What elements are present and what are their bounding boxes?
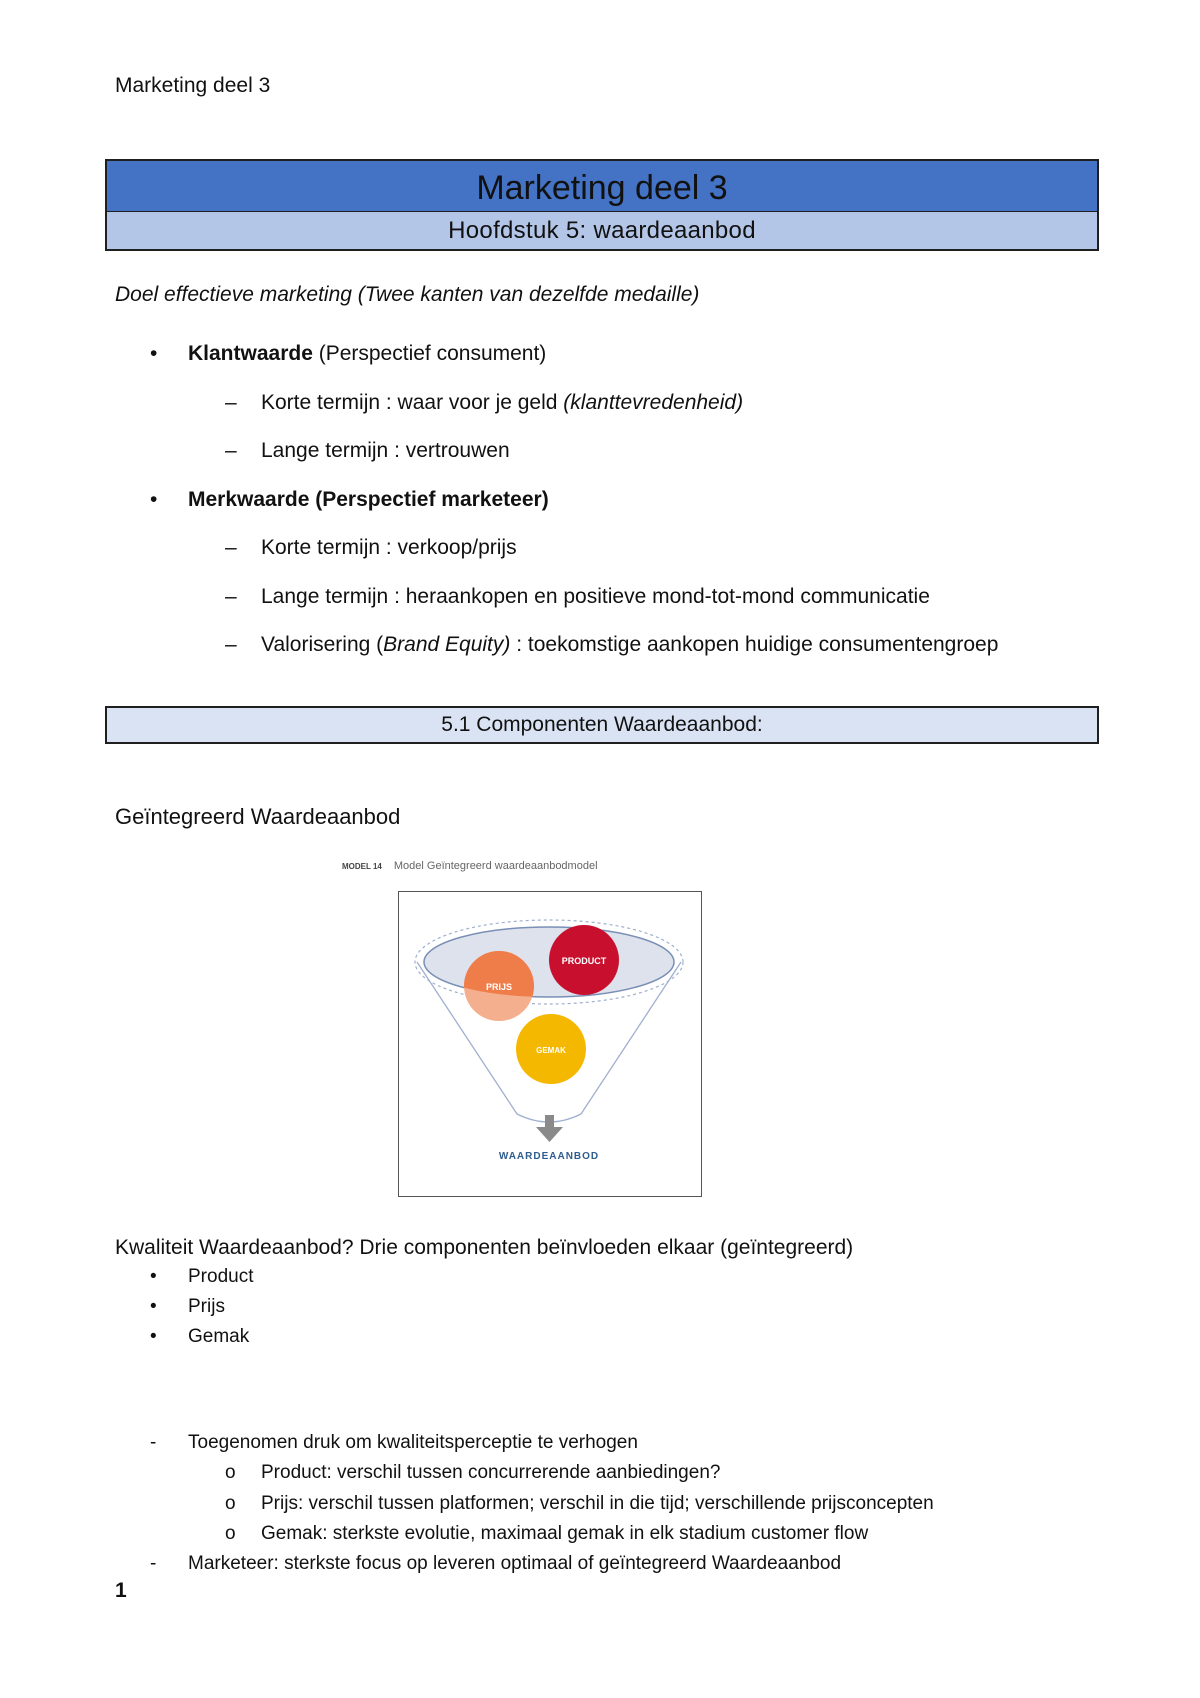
product-label: PRODUCT	[561, 956, 607, 966]
title-box	[105, 159, 1099, 251]
subitem-text: Korte termijn : waar voor je geld	[261, 391, 564, 414]
arrow-down-icon	[536, 1115, 563, 1142]
dash-icon: -	[150, 1432, 157, 1453]
funnel-diagram	[399, 892, 700, 1195]
value-proposition-figure	[398, 891, 702, 1197]
subitem-italic: Brand Equity)	[383, 633, 511, 656]
list-item-klantwaarde	[150, 342, 546, 366]
list-subitem	[225, 585, 930, 609]
dash-icon: –	[225, 536, 237, 559]
document-title: Marketing deel 3	[107, 161, 1097, 211]
gemak-label: GEMAK	[536, 1046, 566, 1055]
note-text: Toegenomen druk om kwaliteitsperceptie te verhogen	[188, 1432, 638, 1453]
subitem-text: Lange termijn : vertrouwen	[261, 439, 510, 462]
subitem-text: Lange termijn : heraankopen en positieve mond-tot-mond communicatie	[261, 585, 930, 608]
klantwaarde-perspective: (Perspectief consument)	[312, 342, 547, 365]
list-subitem	[225, 536, 517, 560]
dash-icon: –	[225, 391, 237, 414]
subitem-text: Korte termijn : verkoop/prijs	[261, 536, 517, 559]
dash-icon: –	[225, 585, 237, 608]
note-subitem-text: Gemak: sterkste evolutie, maximaal gemak in elk stadium customer flow	[261, 1523, 869, 1544]
note-item	[150, 1432, 638, 1454]
list-subitem	[225, 439, 510, 463]
list-item-merkwaarde	[150, 488, 549, 512]
merkwaarde-label: Merkwaarde (Perspectief marketeer)	[188, 488, 549, 511]
dash-icon: –	[225, 633, 237, 656]
waardeaanbod-label: WAARDEAANBOD	[498, 1151, 600, 1162]
note-text: Marketeer: sterkste focus op leveren optimaal of geïntegreerd Waardeaanbod	[188, 1553, 842, 1574]
section-heading: 5.1 Componenten Waardeaanbod:	[105, 706, 1099, 744]
subitem-italic: (klanttevredenheid)	[563, 391, 744, 414]
figure-caption	[342, 860, 598, 872]
intro-text: Doel effectieve marketing (Twee kanten van dezelfde medaille)	[115, 283, 700, 306]
bullet-icon: •	[150, 342, 158, 365]
note-item	[150, 1553, 841, 1575]
page-number: 1	[115, 1579, 127, 1602]
circle-bullet-icon: o	[225, 1462, 236, 1483]
list-subitem	[225, 633, 998, 657]
bullet-icon: •	[150, 1296, 157, 1317]
list-item	[150, 1326, 249, 1348]
list-item-text: Gemak	[188, 1326, 250, 1347]
kwaliteit-heading: Kwaliteit Waardeaanbod? Drie componenten beïnvloeden elkaar (geïntegreerd)	[115, 1236, 854, 1259]
note-subitem-text: Product: verschil tussen concurrerende aanbiedingen?	[261, 1462, 721, 1483]
note-subitem	[225, 1462, 720, 1484]
note-subitem-text: Prijs: verschil tussen platformen; verschil in die tijd; verschillende prijsconcepten	[261, 1493, 934, 1514]
note-subitem	[225, 1523, 868, 1545]
subheading: Geïntegreerd Waardeaanbod	[115, 804, 401, 829]
bullet-icon: •	[150, 488, 158, 511]
dash-icon: -	[150, 1553, 157, 1574]
prijs-label: PRIJS	[485, 982, 513, 992]
list-subitem	[225, 391, 743, 415]
list-item	[150, 1296, 225, 1318]
circle-bullet-icon: o	[225, 1523, 236, 1544]
list-item-text: Prijs	[188, 1296, 225, 1317]
subitem-text: Valorisering (	[261, 633, 384, 656]
chapter-title: Hoofdstuk 5: waardeaanbod	[107, 211, 1097, 250]
circle-bullet-icon: o	[225, 1493, 236, 1514]
bullet-icon: •	[150, 1266, 157, 1287]
model-id: MODEL 14	[342, 862, 382, 871]
bullet-icon: •	[150, 1326, 157, 1347]
klantwaarde-label: Klantwaarde	[188, 342, 313, 365]
list-item	[150, 1266, 253, 1288]
caption-text: Model Geïntegreerd waardeaanbodmodel	[393, 860, 598, 872]
list-item-text: Product	[188, 1266, 254, 1287]
note-subitem	[225, 1493, 934, 1515]
subitem-text: : toekomstige aankopen huidige consumentengroep	[510, 633, 999, 656]
funnel-top-ellipse	[424, 927, 674, 997]
dash-icon: –	[225, 439, 237, 462]
running-header: Marketing deel 3	[115, 74, 271, 97]
